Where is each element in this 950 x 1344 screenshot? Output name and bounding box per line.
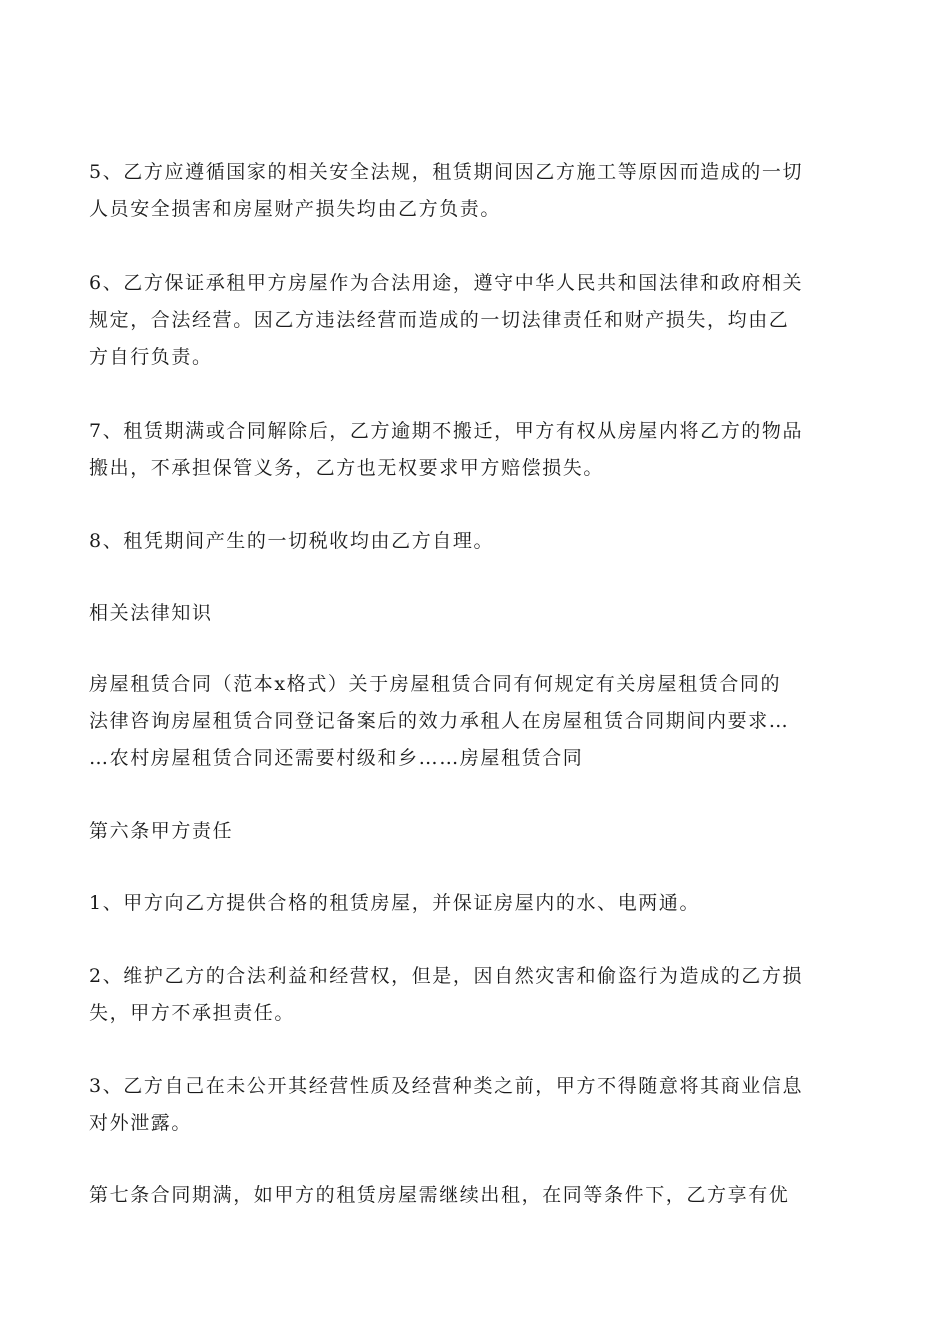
article-6-heading — [89, 813, 864, 850]
text-line: 搬出，不承担保管义务，乙方也无权要求甲方赔偿损失。 — [89, 457, 605, 479]
text-line: 3、乙方自己在未公开其经营性质及经营种类之前，甲方不得随意将其商业信息 — [89, 1075, 804, 1097]
paragraph-a6-clause-1 — [89, 885, 864, 922]
related-law-links — [89, 666, 864, 777]
text-line: 相关法律知识 — [89, 602, 213, 624]
text-line: 方自行负责。 — [89, 346, 213, 368]
text-line: 8、租凭期间产生的一切税收均由乙方自理。 — [89, 530, 495, 552]
text-line: 法律咨询房屋租赁合同登记备案后的效力承租人在房屋租赁合同期间内要求… — [89, 710, 790, 732]
text-line: 1、甲方向乙方提供合格的租赁房屋，并保证房屋内的水、电两通。 — [89, 892, 701, 914]
paragraph-clause-6 — [89, 265, 864, 376]
text-line: 6、乙方保证承租甲方房屋作为合法用途，遵守中华人民共和国法律和政府相关 — [89, 272, 804, 294]
text-line: 人员安全损害和房屋财产损失均由乙方负责。 — [89, 198, 502, 220]
related-law-heading — [89, 595, 864, 632]
paragraph-clause-8 — [89, 523, 864, 560]
paragraph-clause-7 — [89, 413, 864, 487]
text-line: …农村房屋租赁合同还需要村级和乡……房屋租赁合同 — [89, 747, 584, 769]
text-line: 失，甲方不承担责任。 — [89, 1002, 296, 1024]
paragraph-a6-clause-3 — [89, 1068, 864, 1142]
text-line: 对外泄露。 — [89, 1112, 193, 1134]
text-line: 规定，合法经营。因乙方违法经营而造成的一切法律责任和财产损失，均由乙 — [89, 309, 790, 331]
text-line: 5、乙方应遵循国家的相关安全法规，租赁期间因乙方施工等原因而造成的一切 — [89, 161, 804, 183]
text-line: 7、租赁期满或合同解除后，乙方逾期不搬迁，甲方有权从房屋内将乙方的物品 — [89, 420, 804, 442]
paragraph-clause-5 — [89, 154, 864, 228]
text-line: 第七条合同期满，如甲方的租赁房屋需继续出租，在同等条件下，乙方享有优 — [89, 1184, 790, 1206]
text-line: 2、维护乙方的合法利益和经营权，但是，因自然灾害和偷盗行为造成的乙方损 — [89, 965, 804, 987]
paragraph-a6-clause-2 — [89, 958, 864, 1032]
text-line: 房屋租赁合同（范本x格式）关于房屋租赁合同有何规定有关房屋租赁合同的 — [89, 673, 782, 695]
text-line: 第六条甲方责任 — [89, 820, 234, 842]
paragraph-article-7 — [89, 1177, 864, 1214]
